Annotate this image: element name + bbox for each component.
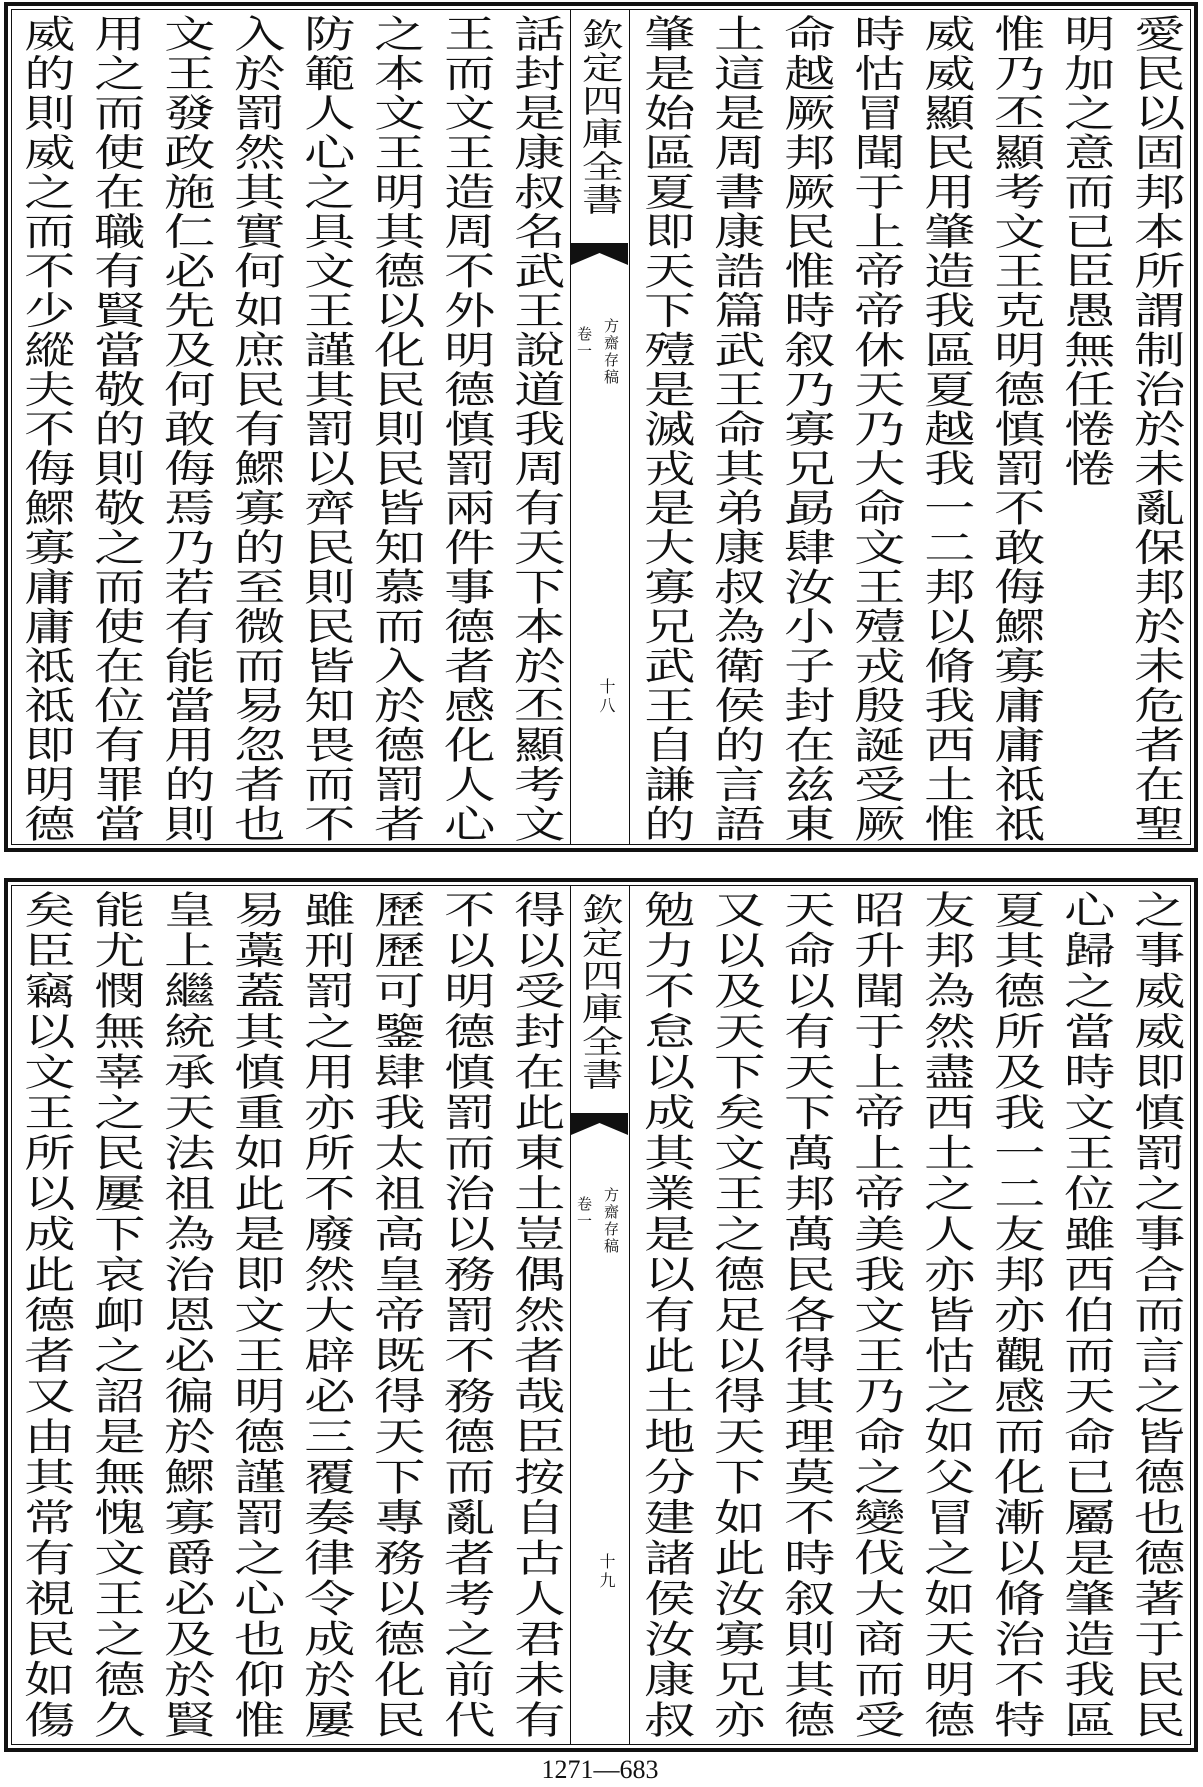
text-column: 肇是始區夏即天下殪是滅戎是大寡兄武王自謙的 <box>635 14 695 844</box>
text-column: 愛民以固邦本所謂制治於未亂保邦於未危者在聖 <box>1125 14 1185 844</box>
text-columns <box>10 14 1190 844</box>
text-column: 之事威威即慎罰之事合而言之皆德也德著于民民 <box>1125 890 1185 1741</box>
fold-title: 欽定四庫全書 <box>575 893 625 1091</box>
text-column: 王而文王造周不外明德慎罰兩件事德者感化人心 <box>435 14 495 844</box>
text-columns <box>10 890 1190 1744</box>
fold-title: 欽定四庫全書 <box>575 18 625 216</box>
text-column: 入於罰然其實何如庶民有鰥寡的至微而易忽者也 <box>225 14 285 844</box>
text-column: 時怙冒聞于上帝帝休天乃大命文王殪戎殷誕受厥 <box>845 14 905 844</box>
text-column: 用之而使在職有賢當敬的則敬之而使在位有罪當 <box>85 14 145 844</box>
text-column: 皇上繼統承天法祖為治恩必徧於鰥寡爵必及於賢 <box>155 890 215 1741</box>
text-column: 昭升聞于上帝上帝美我文王乃命之變伐大商而受 <box>845 890 905 1741</box>
text-column: 惟乃丕顯考文王克明德慎罰不敢侮鰥寡庸庸祗祗 <box>985 14 1045 844</box>
text-column: 土這是周書康誥篇武王命其弟康叔為衛侯的言語 <box>705 14 765 844</box>
text-column: 得以受封在此東土豈偶然者哉臣按自古人君未有 <box>505 890 565 1741</box>
text-column: 之本文王明其德以化民則民皆知慕而入於德罰者 <box>365 14 425 844</box>
text-column: 雖刑罰之用亦所不廢然大辟必三覆奏律令成於屢 <box>295 890 355 1741</box>
text-column: 威威顯民用肇造我區夏越我一二邦以脩我西土惟 <box>915 14 975 844</box>
page-panel-top <box>4 2 1198 852</box>
text-column: 文王發政施仁必先及何敢侮焉乃若有能當用的則 <box>155 14 215 844</box>
text-column: 防範人心之具文王謹其罰以齊民則民皆知畏而不 <box>295 14 355 844</box>
text-column: 夏其德所及我一二友邦亦觀感而化漸以脩治不特 <box>985 890 1045 1741</box>
fold-book-title: 方齋存稿 <box>602 318 620 386</box>
text-column: 矣臣竊以文王所以成此德者又由其常有視民如傷 <box>15 890 75 1741</box>
text-column: 友邦為然盡西土之人亦皆怙之如父冒之如天明德 <box>915 890 975 1741</box>
text-column: 又以及天下矣文王之德足以得天下如此汝寡兄亦 <box>705 890 765 1741</box>
text-column: 心歸之當時文王位雖西伯而天命已屬是肇造我區 <box>1055 890 1115 1741</box>
text-column: 能尤憫無辜之民屢下哀卹之詔是無愧文王之德久 <box>85 890 145 1741</box>
text-column: 易藁蓋其慎重如此是即文王明德謹罰之心也仰惟 <box>225 890 285 1741</box>
text-column: 歷歷可鑒肆我太祖高皇帝既得天下專務以德化民 <box>365 890 425 1741</box>
text-column: 明加之意而已臣愚無任惓惓 <box>1055 14 1115 488</box>
fold-volume-label: 卷一 <box>575 326 593 360</box>
text-column: 天命以有天下萬邦萬民各得其理莫不時叙則其德 <box>775 890 835 1741</box>
text-column: 命越厥邦厥民惟時叙乃寡兄勗肆汝小子封在兹東 <box>775 14 835 844</box>
fold-volume-label: 卷一 <box>575 1196 593 1230</box>
fold-leaf-number: 十八 <box>597 678 616 716</box>
text-column: 威的則威之而不少縱夫不侮鰥寡庸庸祗祗即明德 <box>15 14 75 844</box>
text-column: 不以明德慎罰而治以務罰不務德而亂者考之前代 <box>435 890 495 1741</box>
fold-leaf-number: 十九 <box>597 1553 616 1591</box>
text-column: 勉力不怠以成其業是以有此土地分建諸侯汝康叔 <box>635 890 695 1741</box>
fold-book-title: 方齋存稿 <box>602 1187 620 1255</box>
page-panel-bottom <box>4 878 1198 1752</box>
text-column: 話封是康叔名武王說道我周有天下本於丕顯考文 <box>505 14 565 844</box>
page-footer-number: 1271—683 <box>541 1755 659 1784</box>
